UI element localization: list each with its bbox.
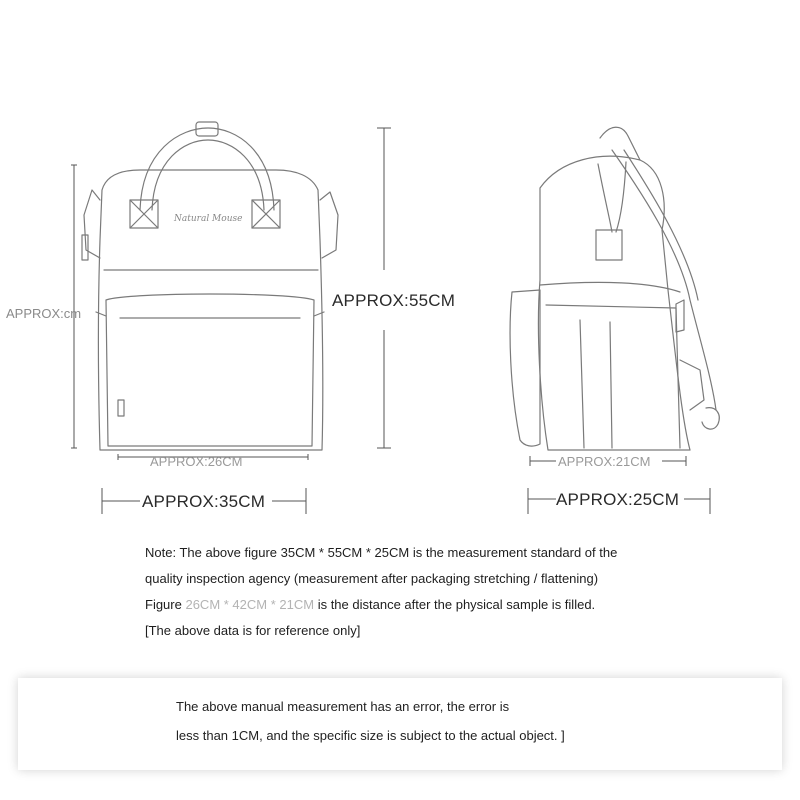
note-line-4: [The above data is for reference only] [145,623,361,638]
side-handle-loop [596,230,622,260]
side-inner-width-label: APPROX:21CM [558,454,651,469]
note-line-1: Note: The above figure 35CM * 55CM * 25CM is the measurement standard of the [145,545,618,560]
measurement-note [145,540,745,644]
front-body [82,170,338,450]
note-line-3-prefix: Figure [145,597,186,612]
note-line-3-suffix: is the distance after the physical sample is filled. [314,597,596,612]
front-height-label: APPROX:cm [6,306,82,321]
disclaimer-box [18,678,782,770]
front-inner-width-label: APPROX:26CM [150,454,243,469]
front-handle [140,122,274,210]
disclaimer-line-2: less than 1CM, and the specific size is subject to the actual object. ] [176,728,565,743]
note-line-3 [145,592,745,618]
brand-logo-text: Natural Mouse [174,214,243,224]
note-line-2: quality inspection agency (measurement after packaging stretching / flattening) [145,571,599,586]
side-pocket [510,290,540,446]
total-height-label: APPROX:55CM [332,291,456,310]
front-pocket [106,294,314,446]
side-outer-width-label: APPROX:25CM [556,490,680,509]
disclaimer-line-1: The above manual measurement has an error, the error is [176,699,510,714]
front-outer-width-label: APPROX:35CM [142,492,266,511]
note-line-3-gray: 26CM * 42CM * 21CM [185,597,315,612]
side-view-drawing [510,127,719,450]
